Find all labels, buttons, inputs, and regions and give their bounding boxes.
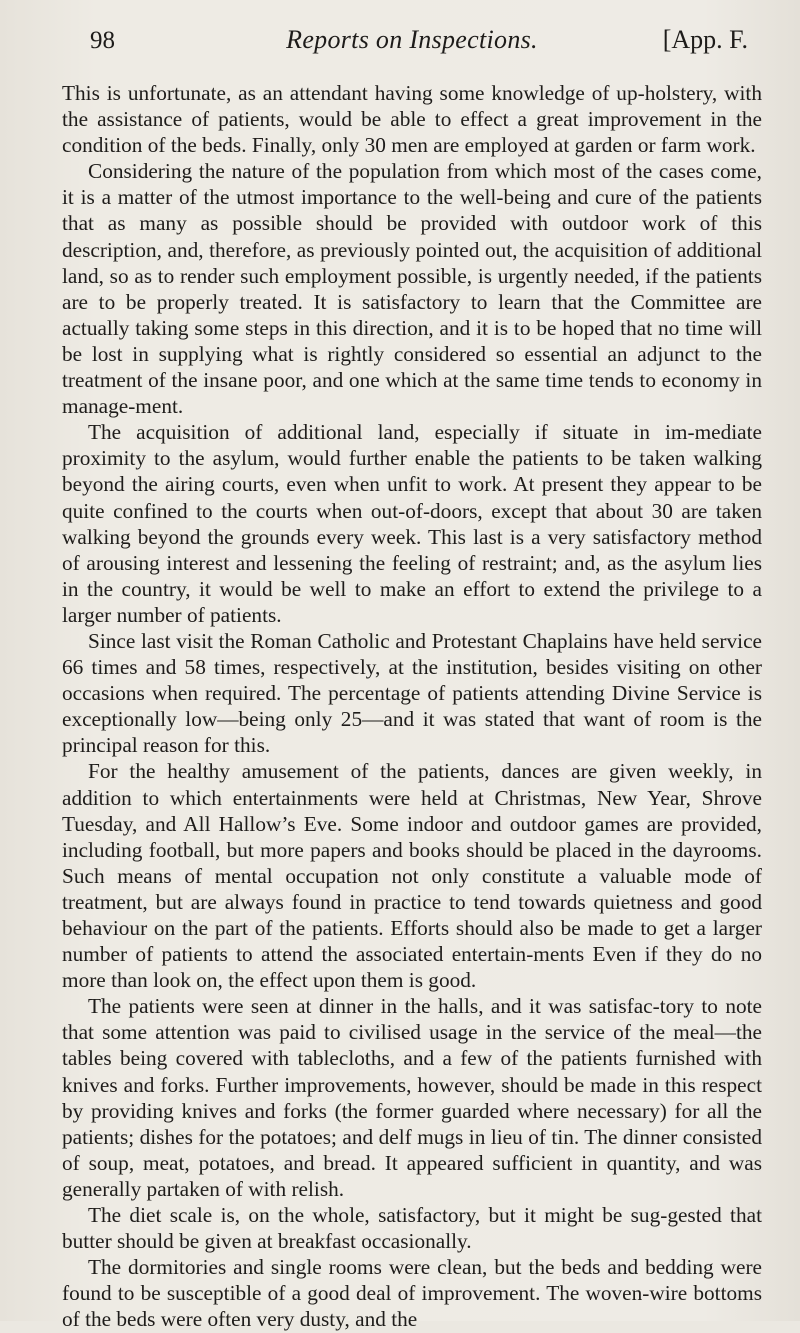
paragraph-1: This is unfortunate, as an attendant having some knowledge of up-holstery, with the assistance of patients, would be able to effect a great improvement in the condition of the beds. Finally, only 30 men are employed at garden or farm work. [62,81,762,158]
paragraph-4: Since last visit the Roman Catholic and Protestant Chaplains have held service 66 times and 58 times, respectively, at the institution, besides visiting on other occasions when required. The percentage of patients attending Divine Service is exceptionally low—being only 25—and it was stated that want of room is the principal reason for this. [62,628,762,758]
paragraph-2: Considering the nature of the population from which most of the cases come, it is a matter of the utmost importance to the well-being and cure of the patients that as many as possible should be provided with outdoor work of this description, and, therefore, as previously pointed out, the acquisition of additional land, so as to render such employment possible, is urgently needed, if the patients are to be properly treated. It is satisfactory to learn that the Committee are actually taking some steps in this direction, and it is to be hoped that no time will be lost in supplying what is rightly considered so essential an adjunct to the treatment of the insane poor, and one which at the same time tends to economy in manage-ment. [62,159,762,419]
paragraph-6: The patients were seen at dinner in the halls, and it was satisfac-tory to note that some attention was paid to civilised usage in the service of the meal—the tables being covered with tablecloths, and a few of the patients furnished with knives and forks. Further improvements, however, should be made in this respect by providing knives and forks (the former guarded where necessary) for all the patients; dishes for the potatoes; and delf mugs in lieu of tin. The dinner consisted of soup, meat, potatoes, and bread. It appeared sufficient in quantity, and was generally partaken of with relish. [62,994,762,1201]
body-text [62,80,762,1333]
paragraph-3: The acquisition of additional land, especially if situate in im-mediate proximity to the asylum, would further enable the patients to be taken walking beyond the airing courts, even when unfit to work. At present they appear to be quite confined to the courts when out-of-doors, except that about 30 are taken walking beyond the grounds every week. This last is a very satisfactory method of arousing interest and lessening the feeling of restraint; and, as the asylum lies in the country, it would be well to make an effort to extend the privilege to a larger number of patients. [62,420,762,627]
paragraph-5: For the healthy amusement of the patients, dances are given weekly, in addition to which entertainments were held at Christmas, New Year, Shrove Tuesday, and All Hallow’s Eve. Some indoor and outdoor games are provided, including football, but more papers and books should be placed in the dayrooms. Such means of mental occupation not only constitute a valuable mode of treatment, but are always found in practice to tend towards quietness and good behaviour on the part of the patients. Efforts should also be made to get a larger number of patients to attend the associated entertain-ments Even if they do no more than look on, the effect upon them is good. [62,759,762,993]
paragraph-8: The dormitories and single rooms were clean, but the beds and bedding were found to be susceptible of a good deal of improvement. The woven-wire bottoms of the beds were often very dusty, and the [62,1255,762,1332]
running-head [62,0,762,54]
page-number: 98 [90,27,115,54]
paragraph-7: The diet scale is, on the whole, satisfactory, but it might be sug-gested that butter should be given at breakfast occasionally. [62,1203,762,1254]
appendix-mark: [App. F. [662,25,748,54]
running-title: Reports on Inspections. [286,25,538,54]
